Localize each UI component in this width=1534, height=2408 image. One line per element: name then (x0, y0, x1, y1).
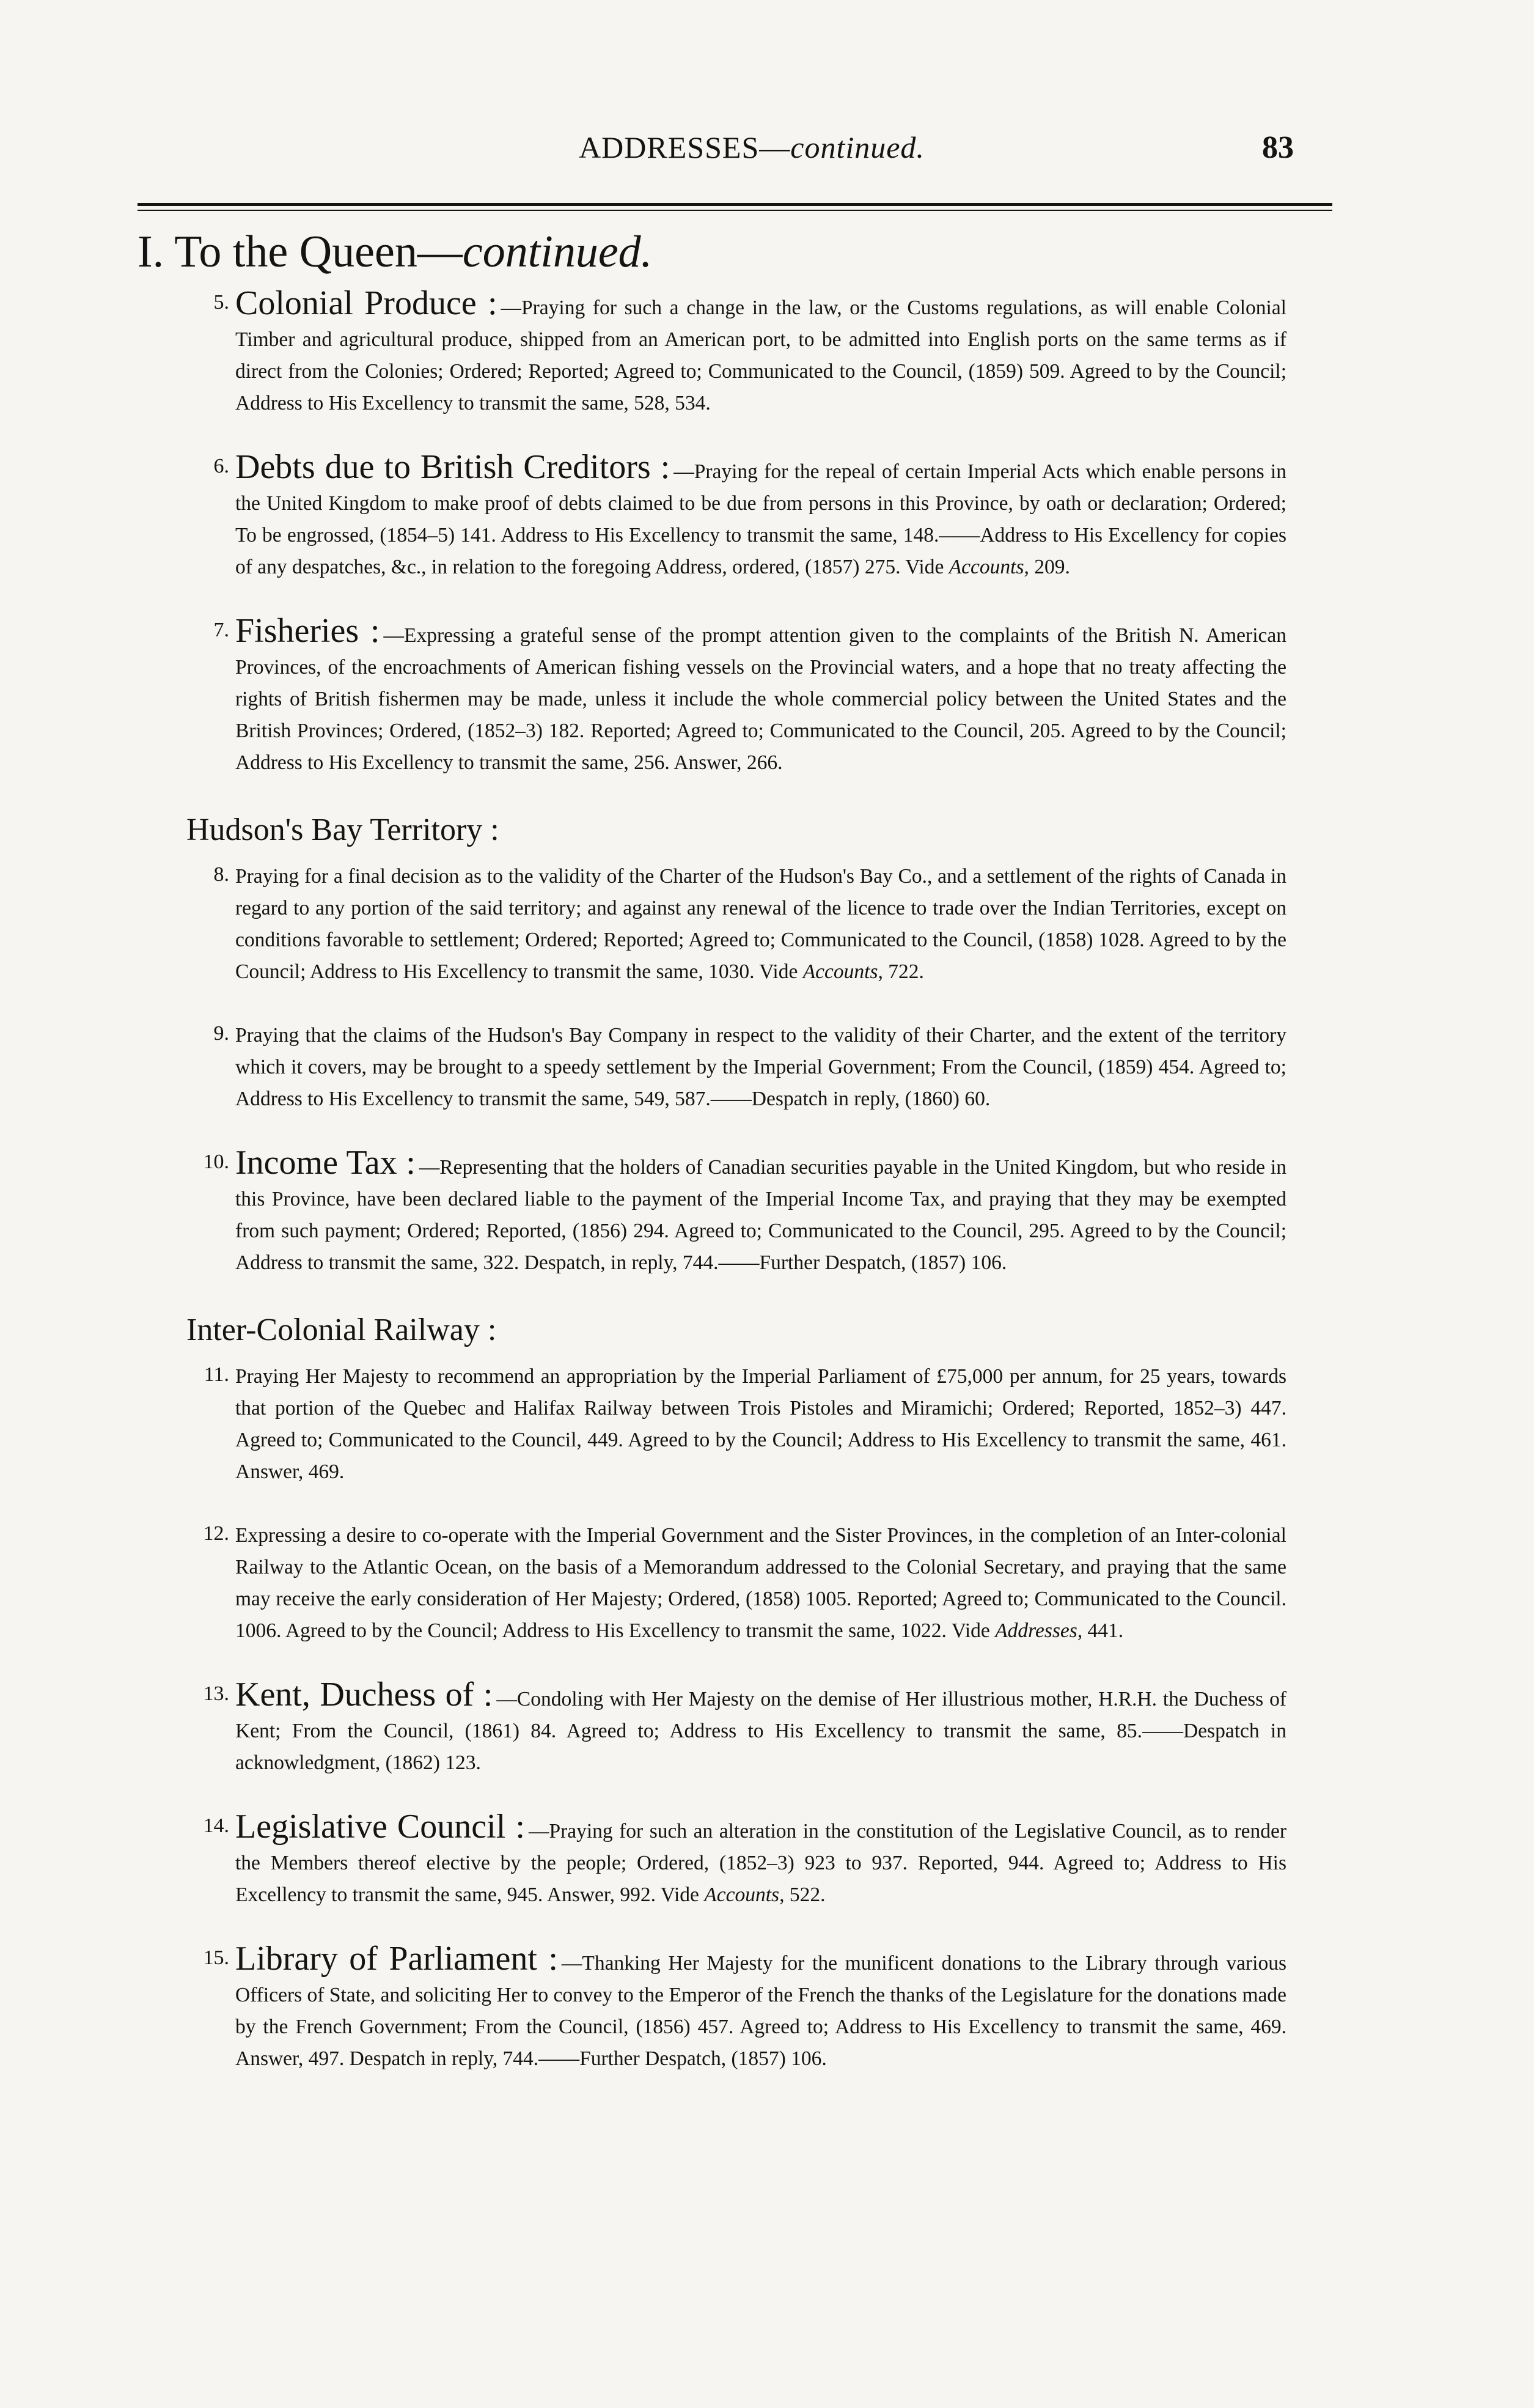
section-heading (138, 226, 652, 278)
entry-item (138, 284, 1286, 419)
running-title-main: ADDRESSES (579, 130, 760, 164)
entry-text: —Praying for such an alteration in the constitution of the Legislative Council, as to render the Members thereof elective by the people; Ordered, (1852–3) 923 to 937. Reported, 944. Agreed to; Address to His Excellency to transmit the same, 945. Answer, 992. Vide (235, 1820, 1286, 1906)
running-title-dash: — (759, 130, 791, 164)
entry-item (138, 1808, 1286, 1911)
running-title-italic: continued. (790, 130, 925, 164)
section-heading-italic: continued. (462, 227, 653, 277)
entry-heading: Income Tax : (235, 1144, 416, 1182)
entry-text: Expressing a desire to co-operate with the Imperial Government and the Sister Provinces, in the completion of an Inter-colonial Railway to the Atlantic Ocean, on the basis of a Memorandum addressed to the Colonial Secretary, and praying that the same may receive the early consideration of Her Majesty; Ordered, (1858) 1005. Reported; Agreed to; Communicated to the Council. 1006. Agreed to by the Council; Address to His Excellency to transmit the same, 1022. Vide (235, 1524, 1286, 1642)
entry-item (138, 1520, 1286, 1647)
entry-text: —Thanking Her Majesty for the munificent donations to the Library through various Officers of State, and soliciting Her to convey to the Emperor of the French the thanks of the Legislature for the donations made by the French Government; From the Council, (1856) 457. Agreed to; Address to His Excellency to transmit the same, 469. Answer, 497. Despatch in reply, 744.——Further Despatch, (1857) 106. (235, 1952, 1286, 2070)
entry-number: 8. (213, 863, 229, 886)
entry-item (138, 1361, 1286, 1488)
entry-number: 6. (213, 455, 229, 477)
entry-vide-ref: Accounts, (949, 556, 1029, 578)
entry-body (235, 1676, 1286, 1779)
entry-body (235, 448, 1286, 583)
entries-list (138, 284, 1286, 2107)
entry-text: Praying Her Majesty to recommend an appropriation by the Imperial Parliament of £75,000 per annum, for 25 years, towards that portion of the Quebec and Halifax Railway between Trois Pistoles and Miramichi; Ordered; Reported, 1852–3) 447. Agreed to; Communicated to the Council, 449. Agreed to by the Council; Address to His Excellency to transmit the same, 461. Answer, 469. (235, 1365, 1286, 1483)
entry-number: 13. (203, 1682, 229, 1705)
entry-item (138, 1676, 1286, 1779)
entry-number: 11. (204, 1363, 229, 1386)
entry-body (235, 1808, 1286, 1911)
entry-ref-page: 209. (1029, 556, 1070, 578)
section-heading-text: I. To the Queen— (138, 227, 463, 277)
entry-number: 9. (213, 1022, 229, 1045)
entry-heading: Legislative Council : (235, 1808, 525, 1846)
entry-body (235, 1520, 1286, 1647)
entry-text: —Expressing a grateful sense of the prompt attention given to the complaints of the British N. American Provinces, of the encroachments of American fishing vessels on the Provincial waters, and a hope that no treaty affecting the rights of British fishermen may be made, unless it include the whole commercial policy between the United States and the British Provinces; Ordered, (1852–3) 182. Reported; Agreed to; Communicated to the Council, 205. Agreed to by the Council; Address to His Excellency to transmit the same, 256. Answer, 266. (235, 624, 1286, 774)
subheading: Inter-Colonial Railway : (186, 1313, 497, 1347)
entry-number: 10. (203, 1151, 229, 1173)
entry-body (235, 1940, 1286, 2075)
entry-item (138, 1144, 1286, 1279)
entry-body (235, 1361, 1286, 1488)
entry-heading: Library of Parliament : (235, 1940, 558, 1978)
entry-number: 12. (203, 1522, 229, 1545)
entry-vide-ref: Accounts, (802, 960, 883, 983)
entry-number: 7. (213, 619, 229, 641)
entry-vide-ref: Addresses, (995, 1619, 1083, 1642)
entry-body (235, 612, 1286, 779)
entry-text: —Condoling with Her Majesty on the demise of Her illustrious mother, H.R.H. the Duchess of Kent; From the Council, (1861) 84. Agreed to; Address to His Excellency to transmit the same, 85.——Despatch in acknowledgment, (1862) 123. (235, 1688, 1286, 1774)
entry-text: —Praying for the repeal of certain Imperial Acts which enable persons in the United Kingdom to make proof of debts claimed to be due from persons in this Province, by oath or declaration; Ordered; To be engrossed, (1854–5) 141. Address to His Excellency to transmit the same, 148.——Address to His Excellency for copies of any despatches, &c., in relation to the foregoing Address, ordered, (1857) 275. Vide (235, 460, 1286, 578)
entry-text: —Representing that the holders of Canadian securities payable in the United Kingdom, but who reside in this Province, have been declared liable to the payment of the Imperial Income Tax, and praying that they may be exempted from such payment; Ordered; Reported, (1856) 294. Agreed to; Communicated to the Council, 295. Agreed to by the Council; Address to transmit the same, 322. Despatch, in reply, 744.——Further Despatch, (1857) 106. (235, 1156, 1286, 1274)
page-number: 83 (1262, 130, 1294, 165)
entry-item (138, 612, 1286, 779)
header-rule-thin (138, 210, 1332, 211)
entry-heading: Debts due to British Creditors : (235, 448, 670, 486)
entry-heading: Kent, Duchess of : (235, 1676, 493, 1714)
entry-body (235, 861, 1286, 988)
entry-heading: Fisheries : (235, 612, 380, 650)
entry-item (138, 448, 1286, 583)
entry-body (235, 1020, 1286, 1115)
entry-heading: Colonial Produce : (235, 284, 497, 322)
entry-text: Praying for a final decision as to the validity of the Charter of the Hudson's Bay Co., and a settlement of the rights of Canada in regard to any portion of the said territory; and against any renewal of the licence to trade over the Indian Territories, except on conditions favorable to settlement; Ordered; Reported; Agreed to; Communicated to the Council, (1858) 1028. Agreed to by the Council; Address to His Excellency to transmit the same, 1030. Vide (235, 865, 1286, 983)
entry-vide-ref: Accounts, (704, 1883, 785, 1906)
entry-ref-page: 522. (784, 1883, 826, 1906)
entry-number: 14. (203, 1814, 229, 1837)
entry-item (138, 1940, 1286, 2075)
entry-ref-page: 722. (883, 960, 924, 983)
running-title (579, 130, 925, 165)
entry-item (138, 1020, 1286, 1115)
subheading: Hudson's Bay Territory : (186, 812, 499, 847)
header-rule-thick (138, 203, 1332, 206)
running-head (0, 130, 1534, 179)
entry-body (235, 284, 1286, 419)
entry-number: 5. (213, 291, 229, 314)
entry-number: 15. (203, 1946, 229, 1969)
entry-body (235, 1144, 1286, 1279)
entry-text: Praying that the claims of the Hudson's Bay Company in respect to the validity of their Charter, and the extent of the territory which it covers, may be brought to a speedy settlement by the Imperial Government; From the Council, (1859) 454. Agreed to; Address to His Excellency to transmit the same, 549, 587.——Despatch in reply, (1860) 60. (235, 1024, 1286, 1110)
entry-item (138, 861, 1286, 988)
entry-ref-page: 441. (1082, 1619, 1124, 1642)
entry-text: —Praying for such a change in the law, or the Customs regulations, as will enable Colonial Timber and agricultural produce, shipped from an American port, to be admitted into English ports on the same terms as if direct from the Colonies; Ordered; Reported; Agreed to; Communicated to the Council, (1859) 509. Agreed to by the Council; Address to His Excellency to transmit the same, 528, 534. (235, 296, 1286, 414)
